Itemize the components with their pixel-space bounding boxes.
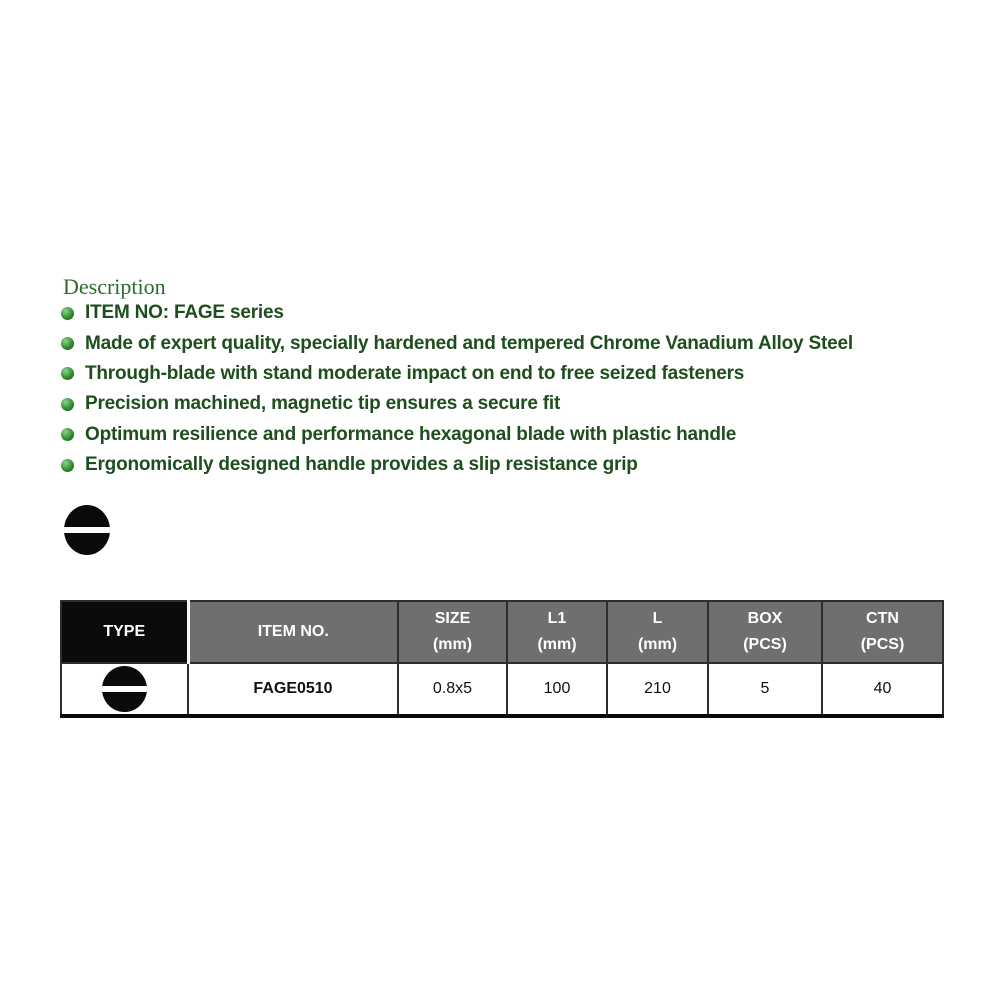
cell-box: 5: [708, 663, 822, 716]
header-l: [607, 601, 708, 663]
feature-text: Optimum resilience and performance hexagonal blade with plastic handle: [85, 423, 737, 445]
feature-text: Through-blade with stand moderate impact on end to free seized fasteners: [85, 362, 745, 384]
green-bullet-icon: [61, 307, 74, 320]
header-unit: (PCS): [860, 636, 905, 653]
header-label: ITEM NO.: [257, 623, 329, 640]
header-item-no: [188, 601, 398, 663]
header-unit: (mm): [432, 636, 473, 653]
feature-text: Made of expert quality, specially hardened and tempered Chrome Vanadium Alloy Steel: [85, 332, 853, 354]
list-item: [61, 359, 853, 389]
header-label: L: [652, 610, 663, 627]
green-bullet-icon: [61, 428, 74, 441]
feature-bullet-list: [61, 298, 853, 480]
header-unit: (PCS): [743, 636, 787, 653]
list-item: [61, 389, 853, 419]
header-unit: (mm): [637, 636, 678, 653]
green-bullet-icon: [61, 459, 74, 472]
slotted-screwdriver-tip-icon: [64, 505, 110, 555]
feature-text: Ergonomically designed handle provides a slip resistance grip: [85, 454, 638, 476]
header-type: [61, 601, 188, 663]
cell-type: [61, 663, 188, 716]
header-box: [708, 601, 822, 663]
cell-l1: 100: [507, 663, 607, 716]
cell-ctn: 40: [822, 663, 943, 716]
feature-text: ITEM NO: FAGE series: [85, 302, 284, 324]
table-header-row: [61, 601, 943, 663]
green-bullet-icon: [61, 367, 74, 380]
table-row: [61, 663, 943, 716]
green-bullet-icon: [61, 398, 74, 411]
header-size: [398, 601, 507, 663]
header-label: TYPE: [103, 623, 146, 640]
cell-item-no: FAGE0510: [188, 663, 398, 716]
header-label: CTN: [866, 610, 899, 627]
spec-table: [60, 600, 944, 718]
header-unit: (mm): [537, 636, 577, 653]
list-item: [61, 420, 853, 450]
cell-size: 0.8x5: [398, 663, 507, 716]
list-item: [61, 328, 853, 358]
slotted-screwdriver-icon: [102, 666, 147, 712]
feature-text: Precision machined, magnetic tip ensures a secure fit: [85, 393, 561, 415]
green-bullet-icon: [61, 337, 74, 350]
header-label: BOX: [747, 610, 783, 627]
header-ctn: [822, 601, 943, 663]
header-label: L1: [547, 610, 567, 627]
cell-l: 210: [607, 663, 708, 716]
list-item: [61, 450, 853, 480]
header-l1: [507, 601, 607, 663]
header-label: SIZE: [434, 610, 471, 627]
slotted-tip-circle: [64, 505, 110, 555]
list-item: [61, 298, 853, 328]
description-heading: Description: [63, 274, 166, 299]
